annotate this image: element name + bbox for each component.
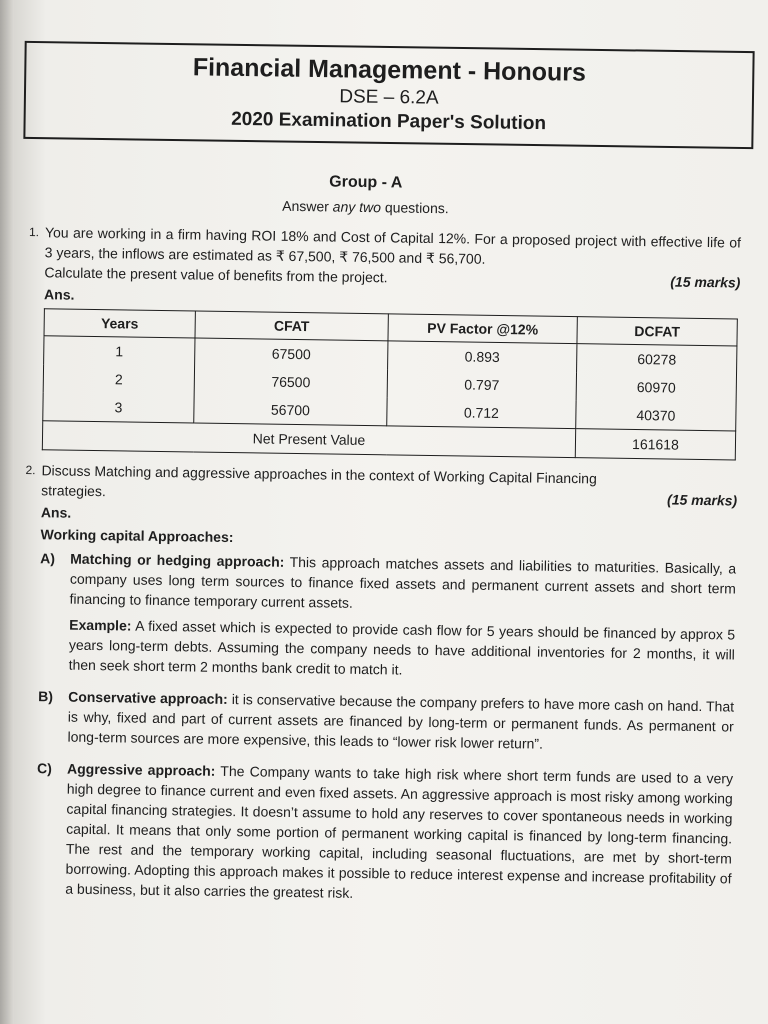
page-content [19,168,742,908]
approach-item-aggressive [35,758,733,908]
question-marks: (15 marks) [666,491,738,509]
instruction-text-post: questions. [384,199,449,217]
document-subtitle: 2020 Examination Paper's Solution [231,108,547,135]
approach-item-matching [38,548,736,684]
answer-label: Ans. [44,286,75,303]
question-text [44,222,741,292]
column-header: Years [44,309,195,338]
group-title: Group - A [329,173,403,192]
item-example [68,615,735,685]
table-cell: 2 [43,364,194,394]
item-body [65,759,733,909]
instruction-text-emphasis: any two [332,198,382,216]
item-term: Matching or hedging approach: [70,550,285,570]
column-header: DCFAT [577,317,737,346]
item-letter: B) [38,688,54,705]
item-text: it is conservative because the company prefers to have more cash on hand. That is why, fixed and part of current assets are financed by long-term or permanent funds. As permanent or long-term sources are more expensive, this leads to “lower risk lower return”. [67,691,735,752]
question-number: 2. [25,462,36,478]
dcfat-table [42,308,738,460]
item-letter: C) [36,760,52,777]
table-cell: 1 [44,336,195,367]
section-heading: Working capital Approaches: [40,526,234,546]
table-cell: 0.893 [388,341,577,372]
answer-label: Ans. [40,504,72,521]
question-number: 1. [28,224,40,240]
table-cell: 0.712 [387,397,576,428]
total-label: Net Present Value [42,421,575,458]
column-header: PV Factor @12% [388,314,577,344]
item-body [67,687,734,757]
question-marks: (15 marks) [670,273,741,291]
book-spine-shadow [0,0,14,1024]
item-text: The Company wants to take high risk where short term funds are used to a very high degree to finance current and even fixed assets. An aggressive approach is most risky among working capital financing strategies. It doesn’t assume to hold any reserves to cover spontaneous needs in working capital. It means that only some portion of permanent working capital is financed by long-term financing. The rest and the temporary working capital, including seasonal fluctuations, are met by short-term borrowing. Adopting this approach makes it possible to reduce interest expense and increase profitability of a business, but it also carries the greatest risk. [65,762,734,901]
item-term: Conservative approach: [68,688,228,707]
total-value: 161618 [575,429,735,460]
item-letter: A) [40,550,56,567]
instruction-text-pre: Answer [282,197,329,215]
table-cell: 60970 [576,372,736,402]
table-cell: 60278 [577,344,737,375]
example-term: Example: [69,616,132,634]
question-text-part: Discuss Matching and aggressive approaches in the context of Working Capital Financing [41,462,597,487]
item-term: Aggressive approach: [66,760,216,779]
title-box [23,41,754,149]
table-cell: 40370 [576,400,736,431]
table-cell: 67500 [195,338,388,369]
table-cell: 76500 [194,366,387,397]
table-cell: 0.797 [387,369,576,400]
question-text-part: strategies. [41,482,106,500]
document-title: Financial Management - Honours [192,53,587,87]
table-cell: 56700 [194,394,387,425]
example-text: A fixed asset which is expected to provide cash flow for 5 years should be financed by approx 5 years long-term debts. Assuming the company needs to have additional inventories for 2 months, it will then seek short term 2 months bank credit to match it. [68,617,736,678]
question-text-part: Calculate the present value of benefits from the project. [44,264,388,286]
item-body [68,549,736,685]
approach-item-conservative [37,686,734,756]
item-text: This approach matches assets and liabilities to maturities. Basically, a company uses long term sources to finance fixed assets and permanent current assets and short term financing to finance temporary current assets. [69,553,737,611]
course-code: DSE – 6.2A [339,86,439,109]
question-text-part: You are working in a firm having ROI 18% and Cost of Capital 12%. For a proposed project with effective life of 3 years, the inflows are estimated as ₹ 67,500, ₹ 76,500 and ₹ 56,700. [44,224,742,267]
question-1 [28,222,741,293]
table-cell: 3 [43,392,194,423]
column-header: CFAT [195,311,388,341]
